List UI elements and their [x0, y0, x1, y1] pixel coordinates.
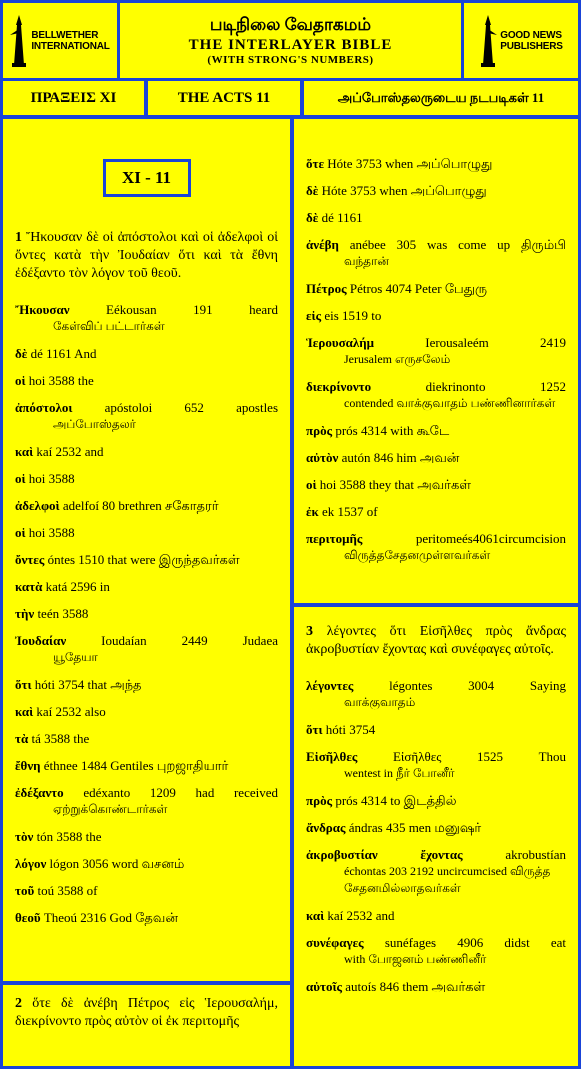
greek-word: οἱ: [15, 525, 26, 540]
transliteration: hoi 3588: [28, 525, 75, 540]
interlinear-entry: [15, 784, 278, 818]
greek-word: ἀκροβυστίαν ἔχοντας: [306, 847, 463, 862]
greek-word: ὄντες: [15, 552, 45, 567]
interlinear-entry: [306, 846, 566, 897]
greek-word: Πέτρος: [306, 281, 347, 296]
interlinear-entry: [15, 757, 278, 774]
transliteration: hóti 3754 that அந்த: [34, 677, 142, 692]
transliteration: akrobustían: [505, 847, 566, 862]
interlinear-entry: [306, 476, 566, 493]
tab-english[interactable]: [148, 81, 300, 115]
interlinear-entry: [15, 497, 278, 514]
transliteration: dé 1161 And: [30, 346, 97, 361]
left-logo-line2: INTERNATIONAL: [31, 40, 110, 52]
interlinear-entry: [306, 792, 566, 809]
right-column-top: [294, 119, 578, 603]
interlinear-entry: [306, 236, 566, 270]
greek-word: Εἰσῆλθες: [306, 749, 358, 764]
transliteration: dé 1161: [321, 210, 363, 225]
interlinear-entry: [306, 934, 566, 968]
greek-word: οἱ: [15, 471, 26, 486]
greek-word: δὲ: [15, 346, 28, 361]
tab-english-label: THE ACTS 11: [177, 89, 271, 106]
verse-number: 3: [306, 624, 313, 639]
transliteration: Pétros 4074 Peter பேதுரு: [349, 281, 488, 296]
transliteration: edéxanto 1209 had received: [83, 785, 278, 800]
greek-word: ἔθνη: [15, 758, 41, 773]
tab-greek-label: ΠΡΑΞΕΙΣ XI: [30, 89, 117, 106]
interlinear-entry: [306, 721, 566, 738]
interlinear-entry: [306, 334, 566, 368]
transliteration: hoi 3588 they that அவர்கள்: [319, 477, 471, 492]
greek-word: ὅτι: [306, 722, 323, 737]
greek-word: τὴν: [15, 606, 35, 621]
tamil-gloss: கேள்விப் பட்டார்கள்: [53, 319, 165, 333]
interlinear-entry: [15, 551, 278, 568]
interlinear-entry: [306, 209, 566, 226]
transliteration: Hóte 3753 when அப்பொழுது: [327, 156, 493, 171]
interlinear-entry: [306, 155, 566, 172]
tamil-gloss: Jerusalem எருசலேம்: [344, 352, 451, 366]
transliteration: tón 3588 the: [36, 829, 102, 844]
greek-word: Ἤκουσαν: [15, 302, 70, 317]
greek-word: τὰ: [15, 731, 29, 746]
right-logo-line2: PUBLISHERS: [500, 40, 563, 52]
interlinear-entry: [306, 422, 566, 439]
verse-text: λέγοντες ὅτι Εἰσῆλθες πρὸς ἄνδρας ἀκροβυστίαν ἔχοντας καὶ συνέφαγες αὐτοῖς.: [306, 624, 566, 657]
tamil-gloss: wentest in நீர் போனீர்: [344, 766, 455, 780]
greek-word: πρὸς: [306, 423, 333, 438]
interlinear-entry: [306, 449, 566, 466]
greek-word: ὅτε: [306, 156, 325, 171]
greek-word: ἐδέξαντο: [15, 785, 64, 800]
greek-word: Ἰουδαίαν: [15, 633, 67, 648]
transliteration: apóstoloi 652 apostles: [104, 400, 279, 415]
interlinear-entry: [15, 605, 278, 622]
transliteration: autón 846 him அவன்: [341, 450, 460, 465]
tamil-gloss: with போஜனம் பண்ணினீர்: [344, 952, 487, 966]
greek-word: λέγοντες: [306, 678, 354, 693]
greek-word: ἀπόστολοι: [15, 400, 73, 415]
interlinear-entry: [15, 578, 278, 595]
verse-number: 1: [15, 230, 22, 245]
greek-word: κατὰ: [15, 579, 43, 594]
transliteration: ándras 435 men மனுஷர்: [348, 820, 482, 835]
interlinear-entry: [15, 524, 278, 541]
tab-tamil-label: அப்போஸ்தலருடைய நடபடிகள் 11: [337, 89, 545, 105]
tamil-gloss: வந்தான்: [344, 254, 389, 268]
greek-word: ἐκ: [306, 504, 319, 519]
title-tamil: படிநிலை வேதாகமம்: [209, 15, 372, 34]
tamil-gloss: அப்போஸ்தலர்: [53, 417, 136, 431]
greek-word: Ἱερουσαλήμ: [306, 335, 375, 350]
right-column-bottom: [294, 607, 578, 1066]
transliteration: légontes 3004 Saying: [389, 678, 567, 693]
greek-word: καὶ: [15, 704, 34, 719]
interlinear-entry: [15, 828, 278, 845]
transliteration: Eékousan 191 heard: [106, 302, 278, 317]
greek-word: δὲ: [306, 183, 319, 198]
page-title: THE INTERLAYER BIBLE: [188, 37, 393, 53]
transliteration: autoís 846 them அவர்கள்: [345, 979, 486, 994]
interlinear-entry: [306, 182, 566, 199]
transliteration: prós 4314 with கூடே: [335, 423, 450, 438]
interlinear-entry: [306, 819, 566, 836]
greek-word: θεοῦ: [15, 910, 41, 925]
left-column: [3, 119, 290, 981]
greek-word: οἱ: [306, 477, 317, 492]
interlinear-entry: [15, 345, 278, 362]
transliteration: toú 3588 of: [37, 883, 98, 898]
transliteration: kaí 2532 and: [36, 444, 104, 459]
interlinear-entry: [306, 530, 566, 564]
interlinear-entry: [15, 399, 278, 433]
transliteration: kaí 2532 and: [327, 908, 395, 923]
tab-greek[interactable]: [3, 81, 144, 115]
left-verse2-box: [3, 985, 290, 1066]
tamil-gloss: விருத்தசேதனமுள்ளவர்கள்: [344, 548, 491, 562]
greek-word: καὶ: [15, 444, 34, 459]
page-subtitle: (WITH STRONG'S NUMBERS): [207, 54, 374, 66]
interlinear-entry: [15, 632, 278, 666]
tab-tamil[interactable]: [304, 81, 578, 115]
transliteration: óntes 1510 that were இருந்தவர்கள்: [47, 552, 240, 567]
tower-icon: [10, 15, 28, 67]
transliteration: hoi 3588 the: [28, 373, 94, 388]
interlinear-entry: [15, 730, 278, 747]
tamil-gloss: échontas 203 2192 uncircumcised விருத்த சேதனமில்லாதவர்கள்: [344, 864, 551, 895]
transliteration: hoi 3588: [28, 471, 75, 486]
greek-word: δὲ: [306, 210, 319, 225]
transliteration: Ierousaleém 2419: [425, 335, 566, 350]
right-logo-line1: GOOD NEWS: [500, 29, 562, 41]
verse-text: ὅτε δὲ ἀνέβη Πέτρος εἰς Ἱερουσαλήμ, διεκρίνοντο πρὸς αὐτὸν οἱ ἐκ περιτομῆς: [15, 996, 279, 1029]
interlinear-entry: [15, 676, 278, 693]
transliteration: éthnee 1484 Gentiles புறஜாதியார்: [43, 758, 229, 773]
greek-word: ἀδελφοὶ: [15, 498, 60, 513]
interlinear-entry: [15, 372, 278, 389]
transliteration: hóti 3754: [325, 722, 376, 737]
greek-word: διεκρίνοντο: [306, 379, 372, 394]
transliteration: adelfoí 80 brethren சகோதரர்: [62, 498, 219, 513]
transliteration: katá 2596 in: [45, 579, 110, 594]
tamil-gloss: ஏற்றுக்கொண்டார்கள்: [53, 802, 168, 816]
verse-1: [15, 229, 278, 283]
left-logo-line1: BELLWETHER: [31, 29, 99, 41]
verse-number: 2: [15, 996, 22, 1011]
right-logo: [464, 3, 578, 78]
transliteration: Hóte 3753 when அப்பொழுது: [321, 183, 487, 198]
interlinear-entry: [306, 280, 566, 297]
greek-word: εἰς: [306, 308, 322, 323]
greek-word: αὐτὸν: [306, 450, 339, 465]
tamil-gloss: யூதேயா: [53, 650, 98, 664]
transliteration: tá 3588 the: [31, 731, 90, 746]
interlinear-entry: [15, 703, 278, 720]
transliteration: anébee 305 was come up திரும்பி: [349, 237, 567, 252]
interlinear-entry: [15, 882, 278, 899]
interlinear-entry: [306, 307, 566, 324]
greek-word: αὐτοῖς: [306, 979, 343, 994]
chapter-label: XI - 11: [103, 159, 191, 197]
interlinear-entry: [306, 503, 566, 520]
greek-word: ἀνέβη: [306, 237, 339, 252]
transliteration: diekrinonto 1252: [425, 379, 566, 394]
transliteration: sunéfages 4906 didst eat: [384, 935, 566, 950]
transliteration: teén 3588: [37, 606, 89, 621]
transliteration: Ioudaían 2449 Judaea: [101, 633, 278, 648]
tamil-gloss: வாக்குவாதம்: [344, 695, 416, 709]
transliteration: peritomeés4061circumcision: [415, 531, 566, 546]
interlinear-entry: [15, 301, 278, 335]
greek-word: ἄνδρας: [306, 820, 346, 835]
header-title-box: [120, 3, 461, 78]
interlinear-entry: [306, 677, 566, 711]
greek-word: περιτομῆς: [306, 531, 363, 546]
tower-icon: [479, 15, 497, 67]
interlinear-entry: [15, 909, 278, 926]
verse-text: Ἤκουσαν δὲ οἱ ἀπόστολοι καὶ οἱ ἀδελφοὶ οἱ ὄντες κατὰ τὴν Ἰουδαίαν ὅτι καὶ τὰ ἔθνη ἐδέξαντο τὸν λόγον τοῦ θεοῦ.: [15, 230, 278, 281]
interlinear-entry: [15, 443, 278, 460]
greek-word: τὸν: [15, 829, 34, 844]
interlinear-entry: [15, 855, 278, 872]
interlinear-entry: [306, 748, 566, 782]
verse-3: [306, 623, 566, 659]
transliteration: prós 4314 to இடத்தில்: [335, 793, 457, 808]
transliteration: Theoú 2316 God தேவன்: [43, 910, 178, 925]
interlinear-entry: [306, 378, 566, 412]
transliteration: Εἰσῆλθες 1525 Thou: [392, 749, 567, 764]
greek-word: καὶ: [306, 908, 325, 923]
left-logo: [3, 3, 117, 78]
transliteration: kaí 2532 also: [36, 704, 106, 719]
greek-word: τοῦ: [15, 883, 35, 898]
greek-word: συνέφαγες: [306, 935, 364, 950]
greek-word: λόγον: [15, 856, 47, 871]
greek-word: πρὸς: [306, 793, 333, 808]
greek-word: ὅτι: [15, 677, 32, 692]
verse-2: [15, 995, 278, 1031]
transliteration: eis 1519 to: [324, 308, 382, 323]
greek-word: οἱ: [15, 373, 26, 388]
interlinear-entry: [15, 470, 278, 487]
interlinear-entry: [306, 907, 566, 924]
transliteration: ek 1537 of: [322, 504, 378, 519]
interlinear-entry: [306, 978, 566, 995]
tamil-gloss: contended வாக்குவாதம் பண்ணினார்கள்: [344, 396, 556, 410]
transliteration: lógon 3056 word வசனம்: [49, 856, 185, 871]
